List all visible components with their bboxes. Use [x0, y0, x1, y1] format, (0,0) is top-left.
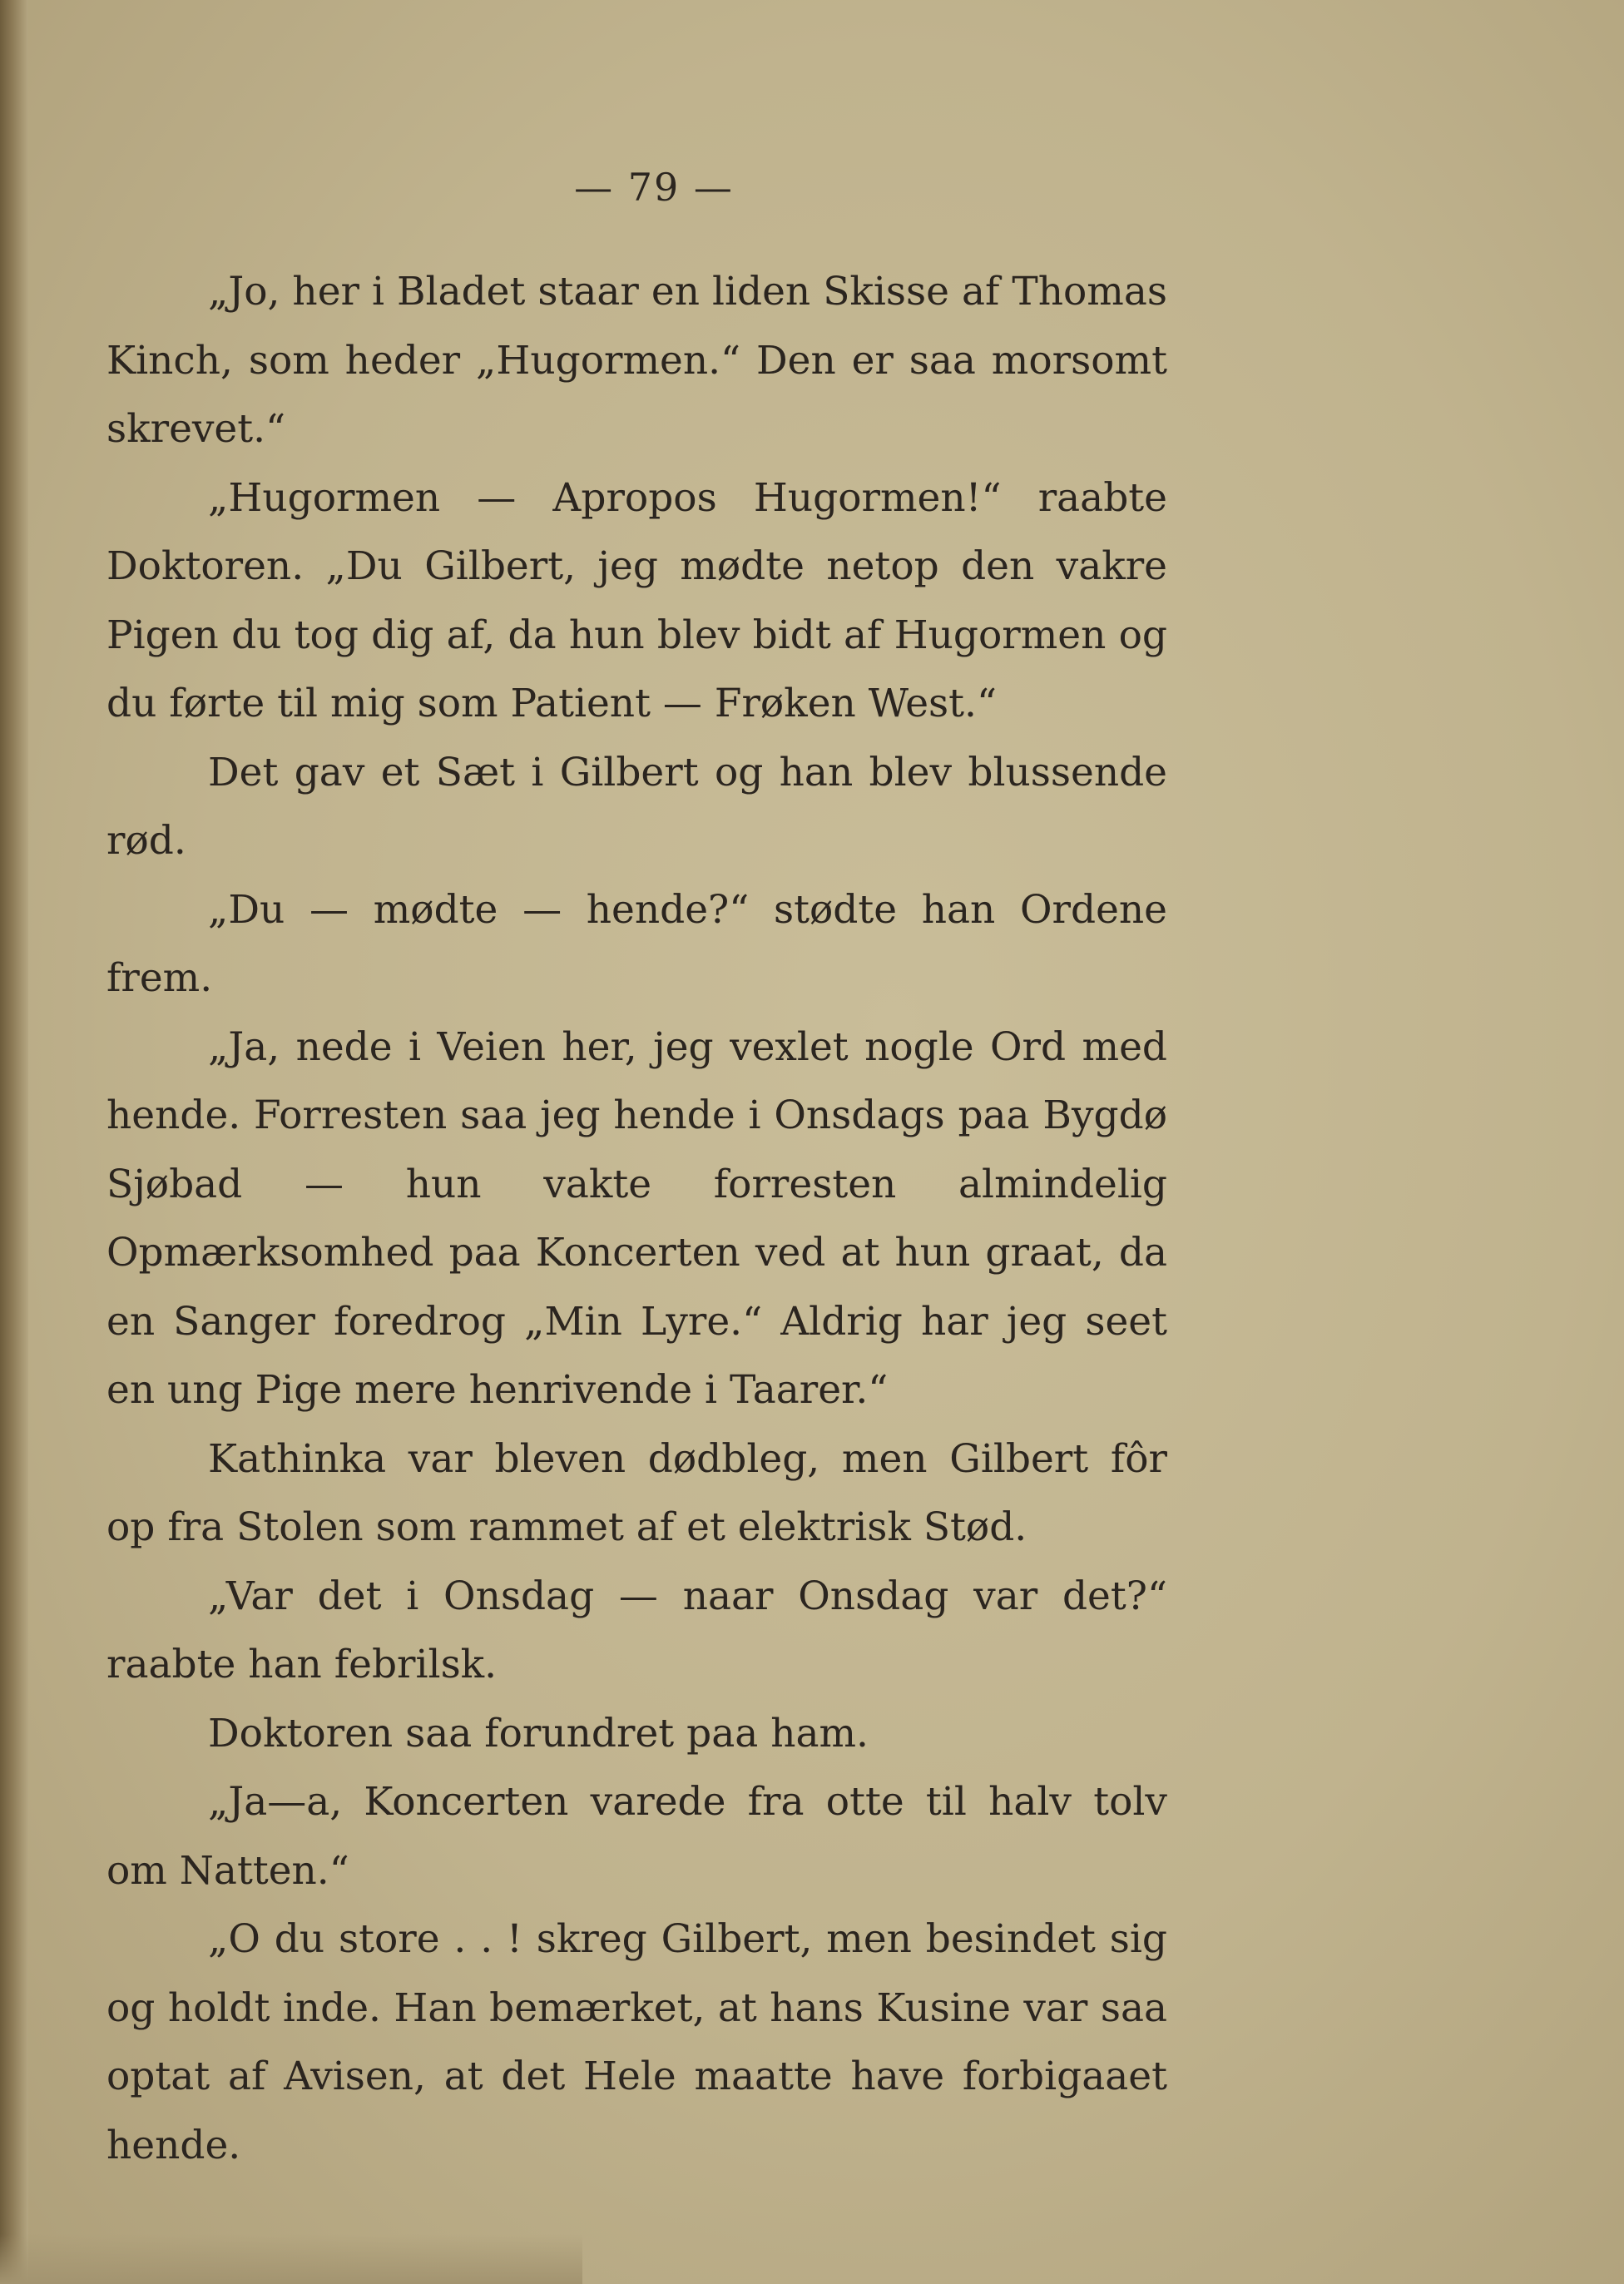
paragraph: „Ja—a, Koncerten varede fra otte til halv tolv om Natten.“: [106, 1779, 1167, 1894]
page-bottom-edge: [0, 2234, 582, 2284]
paragraph: „Var det i Onsdag — naar Onsdag var det?“ raabte han febrilsk.: [106, 1573, 1167, 1687]
paragraph: „Hugormen — Apropos Hugormen!“ raabte Doktoren. „Du Gilbert, jeg mødte netop den vakre Pigen du tog dig af, da hun blev bidt af Hugormen og du førte til mig som Patient — Frøken West.“: [106, 474, 1167, 726]
paragraph: Det gav et Sæt i Gilbert og han blev blussende rød.: [106, 749, 1167, 864]
paragraph: „Jo, her i Bladet staar en liden Skisse af Thomas Kinch, som heder „Hugormen.“ Den er saa morsomt skrevet.“: [106, 269, 1167, 452]
paragraph: Kathinka var bleven dødbleg, men Gilbert fôr op fra Stolen som rammet af et elektrisk Stød.: [106, 1435, 1167, 1550]
paragraph: „O du store . . ! skreg Gilbert, men besindet sig og holdt inde. Han bemærket, at hans Kusine var saa optat af Avisen, at det Hele maatte have forbigaaet hende.: [106, 1916, 1167, 2168]
paragraph: „Ja, nede i Veien her, jeg vexlet nogle Ord med hende. Forresten saa jeg hende i Onsdags paa Bygdø Sjøbad — hun vakte forresten almindelig Opmærksomhed paa Koncerten ved at hun graat, da en Sanger foredrog „Min Lyre.“ Aldrig har jeg seet en ung Pige mere henrivende i Taarer.“: [106, 1023, 1167, 1413]
paragraph: Doktoren saa forundret paa ham.: [208, 1710, 869, 1756]
page-spine-shadow: [0, 0, 28, 2284]
page-number: — 79 —: [574, 165, 734, 210]
paragraph: „Du — mødte — hende?“ stødte han Ordene frem.: [106, 886, 1167, 1001]
body-text: [106, 258, 1167, 2180]
